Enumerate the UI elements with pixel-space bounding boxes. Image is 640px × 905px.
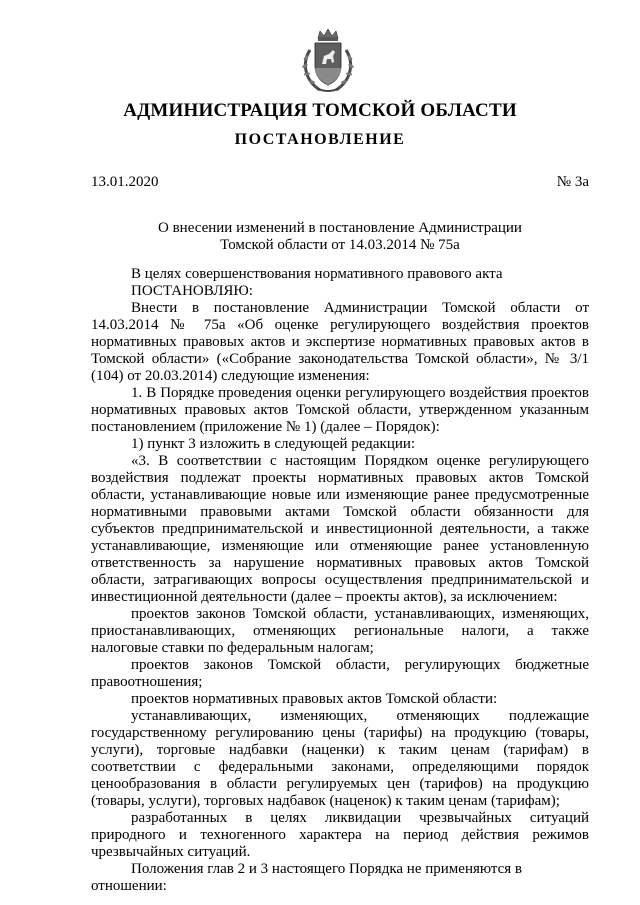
body-paragraph: 1) пункт 3 изложить в следующей редакции: <box>131 436 416 452</box>
emblem-icon <box>298 28 358 94</box>
body-paragraph: проектов законов Томской области, устанавливающих, изменяющих, приостанавливающих, отменяющих региональные налоги, а также налоговые ставки по федеральным налогам; <box>91 606 589 656</box>
document-number: № 3а <box>556 174 589 190</box>
subject-line: Томской области от 14.03.2014 № 75а <box>220 237 460 253</box>
body-paragraph: В целях совершенствования нормативного правового акта <box>131 266 503 282</box>
body-paragraph: разработанных в целях ликвидации чрезвычайных ситуаций природного и техногенного характера на период действия режимов чрезвычайных ситуаций. <box>91 810 589 860</box>
organization-title: АДМИНИСТРАЦИЯ ТОМСКОЙ ОБЛАСТИ <box>123 100 517 121</box>
body-paragraph: ПОСТАНОВЛЯЮ: <box>131 283 253 299</box>
body-paragraph: 1. В Порядке проведения оценки регулирующего воздействия проектов нормативных правовых актов Томской области, утвержденном указанным постановлением (приложение № 1) (далее – Порядок): <box>91 385 589 435</box>
document-date: 13.01.2020 <box>91 174 159 190</box>
document-type: ПОСТАНОВЛЕНИЕ <box>234 131 406 148</box>
body-paragraph: «3. В соответствии с настоящим Порядком оценке регулирующего воздействия подлежат проекты нормативных правовых актов Томской области, устанавливающие новые или изменяющие ранее предусмотренные нормативными правовыми актами Томской области обязанности для субъектов предпринимательской и инвестиционной деятельности, а также устанавливающие, изменяющие или отменяющие ранее установленную ответственность за нарушение нормативных правовых актов Томской области, затрагивающих вопросы осуществления предпринимательской и инвестиционной деятельности (далее – проекты актов), за исключением: <box>91 453 589 605</box>
document-subject <box>0 220 640 254</box>
subject-line: О внесении изменений в постановление Администрации <box>158 220 522 236</box>
body-paragraph: проектов законов Томской области, регулирующих бюджетные правоотношения; <box>91 657 589 690</box>
body-paragraph: Положения глав 2 и 3 настоящего Порядка не применяются в отношении: <box>91 861 523 894</box>
body-paragraph: устанавливающих, изменяющих, отменяющих подлежащие государственному регулированию цены (тарифы) на продукцию (товары, услуги), торговые надбавки (наценки) к таким ценам (тарифам) в соответствии с федеральными законами, определяющими порядок ценообразования в области регулируемых цен (тарифов) на продукцию (товары, услуги), торговых надбавок (наценок) к таким ценам (тарифам); <box>91 708 589 809</box>
document-body <box>91 266 589 895</box>
coat-of-arms-emblem <box>298 28 358 94</box>
body-paragraph: проектов нормативных правовых актов Томской области: <box>131 691 498 707</box>
body-paragraph: Внести в постановление Администрации Томской области от 14.03.2014 № 75а «Об оценке регулирующего воздействия проектов нормативных правовых актов и экспертизе нормативных правовых актов в Томской области» («Собрание законодательства Томской области», № 3/1 (104) от 20.03.2014) следующие изменения: <box>91 300 589 384</box>
